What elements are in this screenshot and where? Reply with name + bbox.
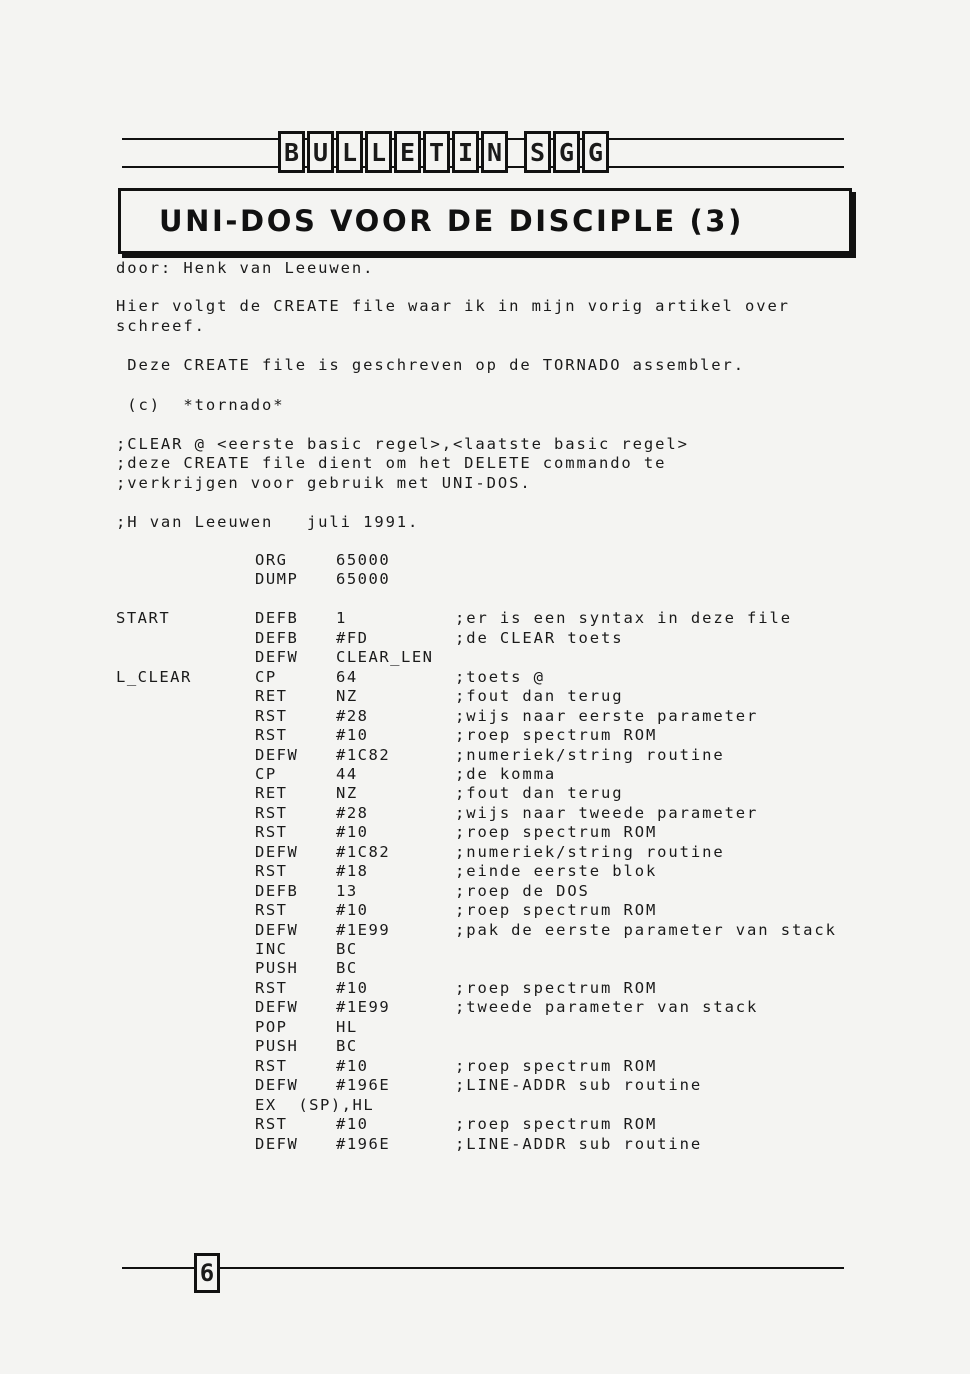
code-line [0, 784, 970, 804]
article-title: UNI-DOS VOOR DE DISCIPLE (3) [159, 204, 744, 238]
code-line [0, 959, 970, 979]
code-operand: #28 [336, 803, 369, 822]
code-line [0, 1037, 970, 1057]
code-opcode: RST [255, 1056, 288, 1075]
code-comment: ;de CLEAR toets [455, 628, 624, 647]
code-opcode: RET [255, 687, 288, 706]
code-line [0, 901, 970, 921]
code-line [0, 609, 970, 629]
code-opcode: CP [255, 667, 277, 686]
code-line [0, 823, 970, 843]
code-comment: ;roep spectrum ROM [455, 901, 658, 920]
masthead-letter: L [365, 131, 392, 173]
code-operand: #18 [336, 862, 369, 881]
code-operand: #10 [336, 1056, 369, 1075]
code-opcode: RET [255, 784, 288, 803]
code-comment: ;pak de eerste parameter van stack [455, 920, 837, 939]
code-opcode: RST [255, 823, 288, 842]
code-opcode: ORG [255, 551, 288, 569]
masthead-letter: S [524, 131, 551, 173]
code-opcode: RST [255, 706, 288, 725]
code-operand: #10 [336, 1115, 369, 1134]
code-opcode: DEFW [255, 745, 299, 764]
code-line [0, 1135, 970, 1155]
code-comment: ;fout dan terug [455, 687, 624, 706]
code-operand: #28 [336, 706, 369, 725]
code-operand: NZ [336, 784, 358, 803]
code-line [0, 979, 970, 999]
code-line [0, 804, 970, 824]
code-line [0, 746, 970, 766]
code-comment: ;toets @ [455, 667, 545, 686]
code-opcode: RST [255, 901, 288, 920]
code-operand: #1E99 [336, 998, 391, 1017]
code-comment: ;roep spectrum ROM [455, 1056, 658, 1075]
code-line [0, 1018, 970, 1038]
code-comment: ;de komma [455, 764, 557, 783]
code-opcode: RST [255, 726, 288, 745]
masthead-letter: G [582, 131, 609, 173]
code-operand: #10 [336, 726, 369, 745]
code-comment: ;roep spectrum ROM [455, 726, 658, 745]
code-comment: ;wijs naar eerste parameter [455, 706, 759, 725]
listing-comment: ;verkrijgen voor gebruik met UNI-DOS. [116, 474, 532, 492]
code-comment: ;numeriek/string routine [455, 842, 725, 861]
code-operand: BC [336, 959, 358, 978]
code-line [0, 570, 970, 590]
listing-comment: ;CLEAR @ <eerste basic regel>,<laatste basic regel> [116, 435, 689, 453]
code-opcode: PUSH [255, 959, 299, 978]
code-operand: 65000 [336, 570, 391, 589]
code-opcode: RST [255, 803, 288, 822]
masthead-letter: B [278, 131, 305, 173]
code-line [0, 862, 970, 882]
code-line [0, 921, 970, 941]
code-opcode: EX (SP),HL [255, 1095, 375, 1114]
code-opcode: DUMP [255, 570, 299, 589]
code-opcode: DEFB [255, 609, 299, 628]
code-operand: 64 [336, 667, 358, 686]
code-comment: ;LINE-ADDR sub routine [455, 1076, 703, 1095]
listing-comment: ;deze CREATE file dient om het DELETE commando te [116, 454, 667, 472]
masthead-letter: U [307, 131, 334, 173]
code-line [0, 726, 970, 746]
code-label: START [116, 609, 171, 628]
code-opcode: DEFW [255, 998, 299, 1017]
code-line [0, 551, 970, 571]
listing-comment: ;H van Leeuwen juli 1991. [116, 513, 420, 531]
code-operand: 65000 [336, 551, 391, 569]
masthead-spacer [510, 131, 522, 173]
code-comment: ;wijs naar tweede parameter [455, 803, 759, 822]
code-operand: HL [336, 1017, 358, 1036]
intro-line: schreef. [116, 317, 206, 335]
masthead-letter: L [336, 131, 363, 173]
masthead-letter: E [394, 131, 421, 173]
code-line [0, 1096, 970, 1116]
code-line [0, 668, 970, 688]
code-operand: 13 [336, 881, 358, 900]
code-operand: #1C82 [336, 745, 391, 764]
code-line [0, 940, 970, 960]
masthead-letter: N [481, 131, 508, 173]
code-line [0, 1076, 970, 1096]
code-line [0, 648, 970, 668]
code-comment: ;fout dan terug [455, 784, 624, 803]
code-operand: BC [336, 940, 358, 958]
code-comment: ;roep spectrum ROM [455, 823, 658, 842]
code-opcode: DEFB [255, 881, 299, 900]
code-operand: #196E [336, 1076, 391, 1095]
code-line [0, 765, 970, 785]
code-opcode: DEFW [255, 920, 299, 939]
listing-comment: Deze CREATE file is geschreven op de TORNADO assembler. [116, 356, 745, 374]
code-line [0, 998, 970, 1018]
code-opcode: RST [255, 1115, 288, 1134]
listing-comment: (c) *tornado* [116, 396, 285, 414]
code-operand: 1 [336, 609, 347, 628]
code-opcode: POP [255, 1017, 288, 1036]
code-opcode: DEFB [255, 628, 299, 647]
code-comment: ;einde eerste blok [455, 862, 658, 881]
code-operand: 44 [336, 764, 358, 783]
code-comment: ;tweede parameter van stack [455, 998, 759, 1017]
page-number: 6 [194, 1253, 220, 1293]
code-line [0, 1115, 970, 1135]
code-opcode: DEFW [255, 648, 299, 667]
code-operand: #1E99 [336, 920, 391, 939]
masthead-logo [278, 131, 609, 173]
code-opcode: DEFW [255, 1076, 299, 1095]
code-comment: ;numeriek/string routine [455, 745, 725, 764]
code-comment: ;roep de DOS [455, 881, 590, 900]
code-comment: ;er is een syntax in deze file [455, 609, 792, 628]
code-opcode: DEFW [255, 842, 299, 861]
code-operand: CLEAR_LEN [336, 648, 434, 667]
code-line [0, 843, 970, 863]
code-line [0, 882, 970, 902]
footer-rule [122, 1267, 844, 1269]
article-title-box [118, 188, 852, 254]
code-label: L_CLEAR [116, 667, 192, 686]
code-operand: #FD [336, 628, 369, 647]
code-line [0, 1057, 970, 1077]
masthead-letter: T [423, 131, 450, 173]
code-opcode: RST [255, 978, 288, 997]
code-line [0, 707, 970, 727]
code-operand: #10 [336, 978, 369, 997]
code-comment: ;roep spectrum ROM [455, 978, 658, 997]
code-opcode: PUSH [255, 1037, 299, 1056]
code-operand: BC [336, 1037, 358, 1056]
masthead-letter: I [452, 131, 479, 173]
intro-line: Hier volgt de CREATE file waar ik in mijn vorig artikel over [116, 297, 790, 315]
code-comment: ;roep spectrum ROM [455, 1115, 658, 1134]
code-opcode: RST [255, 862, 288, 881]
code-opcode: INC [255, 940, 288, 958]
code-operand: NZ [336, 687, 358, 706]
code-operand: #10 [336, 823, 369, 842]
code-operand: #196E [336, 1134, 391, 1153]
code-operand: #1C82 [336, 842, 391, 861]
masthead-letter: G [553, 131, 580, 173]
code-operand: #10 [336, 901, 369, 920]
code-opcode: DEFW [255, 1134, 299, 1153]
code-line [0, 687, 970, 707]
code-opcode: CP [255, 764, 277, 783]
byline: door: Henk van Leeuwen. [116, 259, 375, 277]
code-line [0, 629, 970, 649]
code-comment: ;LINE-ADDR sub routine [455, 1134, 703, 1153]
